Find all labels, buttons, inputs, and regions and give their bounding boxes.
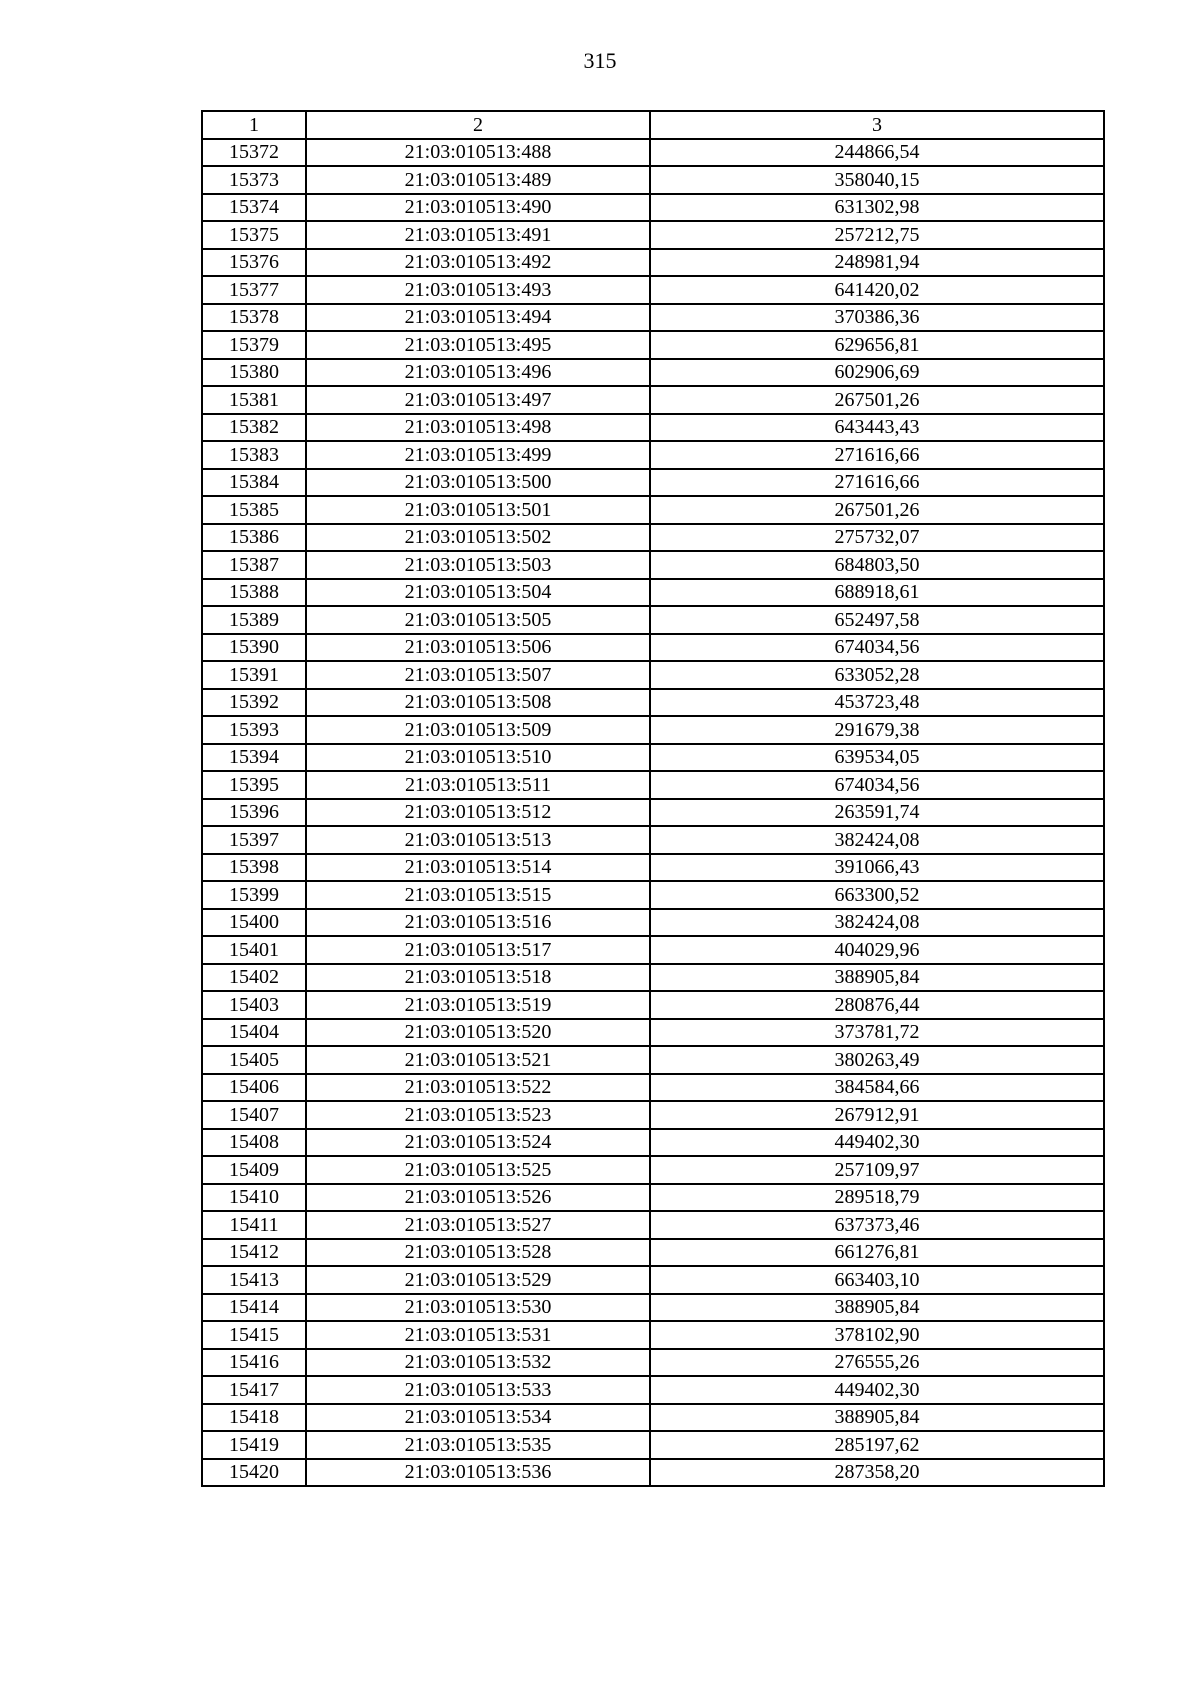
value-cell: 285197,62 bbox=[650, 1431, 1104, 1459]
value-cell: 639534,05 bbox=[650, 744, 1104, 772]
row-number-cell: 15408 bbox=[202, 1129, 306, 1157]
cadastral-number-cell: 21:03:010513:515 bbox=[306, 881, 650, 909]
table-row bbox=[202, 1239, 1104, 1267]
cadastral-number-cell: 21:03:010513:504 bbox=[306, 579, 650, 607]
row-number-cell: 15400 bbox=[202, 909, 306, 937]
cadastral-number-cell: 21:03:010513:493 bbox=[306, 276, 650, 304]
cadastral-number-cell: 21:03:010513:516 bbox=[306, 909, 650, 937]
table-row bbox=[202, 1321, 1104, 1349]
row-number-cell: 15383 bbox=[202, 441, 306, 469]
table-row bbox=[202, 689, 1104, 717]
table-row bbox=[202, 469, 1104, 497]
row-number-cell: 15386 bbox=[202, 524, 306, 552]
table-row bbox=[202, 359, 1104, 387]
cadastral-number-cell: 21:03:010513:523 bbox=[306, 1101, 650, 1129]
cadastral-number-cell: 21:03:010513:520 bbox=[306, 1019, 650, 1047]
row-number-cell: 15402 bbox=[202, 964, 306, 992]
value-cell: 652497,58 bbox=[650, 606, 1104, 634]
row-number-cell: 15398 bbox=[202, 854, 306, 882]
row-number-cell: 15415 bbox=[202, 1321, 306, 1349]
value-cell: 602906,69 bbox=[650, 359, 1104, 387]
value-cell: 257109,97 bbox=[650, 1156, 1104, 1184]
value-cell: 661276,81 bbox=[650, 1239, 1104, 1267]
cadastral-number-cell: 21:03:010513:507 bbox=[306, 661, 650, 689]
cadastral-number-cell: 21:03:010513:495 bbox=[306, 331, 650, 359]
table-row bbox=[202, 414, 1104, 442]
value-cell: 641420,02 bbox=[650, 276, 1104, 304]
row-number-cell: 15403 bbox=[202, 991, 306, 1019]
table-row bbox=[202, 249, 1104, 277]
table-row bbox=[202, 166, 1104, 194]
table-body bbox=[202, 139, 1104, 1487]
cadastral-number-cell: 21:03:010513:509 bbox=[306, 716, 650, 744]
page-number: 315 bbox=[583, 48, 617, 73]
cadastral-number-cell: 21:03:010513:532 bbox=[306, 1349, 650, 1377]
table-row bbox=[202, 386, 1104, 414]
row-number-cell: 15410 bbox=[202, 1184, 306, 1212]
table-row bbox=[202, 634, 1104, 662]
value-cell: 404029,96 bbox=[650, 936, 1104, 964]
table-row bbox=[202, 1294, 1104, 1322]
row-number-cell: 15374 bbox=[202, 194, 306, 222]
table-row bbox=[202, 1266, 1104, 1294]
cadastral-number-cell: 21:03:010513:510 bbox=[306, 744, 650, 772]
table-row bbox=[202, 1046, 1104, 1074]
cadastral-number-cell: 21:03:010513:524 bbox=[306, 1129, 650, 1157]
table-row bbox=[202, 441, 1104, 469]
value-cell: 358040,15 bbox=[650, 166, 1104, 194]
value-cell: 453723,48 bbox=[650, 689, 1104, 717]
value-cell: 378102,90 bbox=[650, 1321, 1104, 1349]
table-row bbox=[202, 194, 1104, 222]
row-number-cell: 15381 bbox=[202, 386, 306, 414]
row-number-cell: 15385 bbox=[202, 496, 306, 524]
table-row bbox=[202, 771, 1104, 799]
table-row bbox=[202, 1074, 1104, 1102]
row-number-cell: 15418 bbox=[202, 1404, 306, 1432]
value-cell: 280876,44 bbox=[650, 991, 1104, 1019]
cadastral-number-cell: 21:03:010513:490 bbox=[306, 194, 650, 222]
cadastral-number-cell: 21:03:010513:503 bbox=[306, 551, 650, 579]
data-table bbox=[201, 110, 1105, 1487]
row-number-cell: 15376 bbox=[202, 249, 306, 277]
row-number-cell: 15378 bbox=[202, 304, 306, 332]
value-cell: 663300,52 bbox=[650, 881, 1104, 909]
table-row bbox=[202, 661, 1104, 689]
value-cell: 244866,54 bbox=[650, 139, 1104, 167]
table-row bbox=[202, 1431, 1104, 1459]
row-number-cell: 15413 bbox=[202, 1266, 306, 1294]
value-cell: 380263,49 bbox=[650, 1046, 1104, 1074]
value-cell: 373781,72 bbox=[650, 1019, 1104, 1047]
cadastral-number-cell: 21:03:010513:527 bbox=[306, 1211, 650, 1239]
cadastral-number-cell: 21:03:010513:498 bbox=[306, 414, 650, 442]
row-number-cell: 15384 bbox=[202, 469, 306, 497]
table-row bbox=[202, 964, 1104, 992]
row-number-cell: 15397 bbox=[202, 826, 306, 854]
row-number-cell: 15399 bbox=[202, 881, 306, 909]
value-cell: 674034,56 bbox=[650, 771, 1104, 799]
value-cell: 267912,91 bbox=[650, 1101, 1104, 1129]
cadastral-number-cell: 21:03:010513:535 bbox=[306, 1431, 650, 1459]
cadastral-number-cell: 21:03:010513:500 bbox=[306, 469, 650, 497]
cadastral-number-cell: 21:03:010513:488 bbox=[306, 139, 650, 167]
cadastral-number-cell: 21:03:010513:534 bbox=[306, 1404, 650, 1432]
cadastral-number-cell: 21:03:010513:531 bbox=[306, 1321, 650, 1349]
cadastral-number-cell: 21:03:010513:514 bbox=[306, 854, 650, 882]
value-cell: 449402,30 bbox=[650, 1376, 1104, 1404]
row-number-cell: 15419 bbox=[202, 1431, 306, 1459]
row-number-cell: 15388 bbox=[202, 579, 306, 607]
table-row bbox=[202, 1184, 1104, 1212]
value-cell: 629656,81 bbox=[650, 331, 1104, 359]
cadastral-number-cell: 21:03:010513:494 bbox=[306, 304, 650, 332]
cadastral-number-cell: 21:03:010513:513 bbox=[306, 826, 650, 854]
cadastral-number-cell: 21:03:010513:491 bbox=[306, 221, 650, 249]
table-row bbox=[202, 991, 1104, 1019]
table-row bbox=[202, 1156, 1104, 1184]
column-header-1: 1 bbox=[202, 111, 306, 139]
row-number-cell: 15390 bbox=[202, 634, 306, 662]
value-cell: 267501,26 bbox=[650, 496, 1104, 524]
column-header-3: 3 bbox=[650, 111, 1104, 139]
cadastral-number-cell: 21:03:010513:526 bbox=[306, 1184, 650, 1212]
table-row bbox=[202, 1211, 1104, 1239]
value-cell: 684803,50 bbox=[650, 551, 1104, 579]
row-number-cell: 15373 bbox=[202, 166, 306, 194]
value-cell: 287358,20 bbox=[650, 1459, 1104, 1487]
row-number-cell: 15389 bbox=[202, 606, 306, 634]
row-number-cell: 15401 bbox=[202, 936, 306, 964]
value-cell: 370386,36 bbox=[650, 304, 1104, 332]
cadastral-number-cell: 21:03:010513:496 bbox=[306, 359, 650, 387]
value-cell: 637373,46 bbox=[650, 1211, 1104, 1239]
cadastral-number-cell: 21:03:010513:525 bbox=[306, 1156, 650, 1184]
value-cell: 674034,56 bbox=[650, 634, 1104, 662]
value-cell: 289518,79 bbox=[650, 1184, 1104, 1212]
cadastral-number-cell: 21:03:010513:528 bbox=[306, 1239, 650, 1267]
table-row bbox=[202, 881, 1104, 909]
value-cell: 688918,61 bbox=[650, 579, 1104, 607]
row-number-cell: 15405 bbox=[202, 1046, 306, 1074]
value-cell: 633052,28 bbox=[650, 661, 1104, 689]
cadastral-number-cell: 21:03:010513:499 bbox=[306, 441, 650, 469]
table-row bbox=[202, 826, 1104, 854]
table-row bbox=[202, 606, 1104, 634]
value-cell: 388905,84 bbox=[650, 1404, 1104, 1432]
cadastral-number-cell: 21:03:010513:522 bbox=[306, 1074, 650, 1102]
table-row bbox=[202, 799, 1104, 827]
row-number-cell: 15382 bbox=[202, 414, 306, 442]
row-number-cell: 15396 bbox=[202, 799, 306, 827]
row-number-cell: 15393 bbox=[202, 716, 306, 744]
value-cell: 276555,26 bbox=[650, 1349, 1104, 1377]
value-cell: 263591,74 bbox=[650, 799, 1104, 827]
table-row bbox=[202, 909, 1104, 937]
cadastral-number-cell: 21:03:010513:506 bbox=[306, 634, 650, 662]
table-row bbox=[202, 304, 1104, 332]
value-cell: 663403,10 bbox=[650, 1266, 1104, 1294]
row-number-cell: 15420 bbox=[202, 1459, 306, 1487]
cadastral-number-cell: 21:03:010513:533 bbox=[306, 1376, 650, 1404]
value-cell: 267501,26 bbox=[650, 386, 1104, 414]
cadastral-number-cell: 21:03:010513:489 bbox=[306, 166, 650, 194]
row-number-cell: 15409 bbox=[202, 1156, 306, 1184]
value-cell: 391066,43 bbox=[650, 854, 1104, 882]
table-row bbox=[202, 744, 1104, 772]
row-number-cell: 15406 bbox=[202, 1074, 306, 1102]
row-number-cell: 15417 bbox=[202, 1376, 306, 1404]
value-cell: 449402,30 bbox=[650, 1129, 1104, 1157]
row-number-cell: 15379 bbox=[202, 331, 306, 359]
value-cell: 291679,38 bbox=[650, 716, 1104, 744]
row-number-cell: 15391 bbox=[202, 661, 306, 689]
table-row bbox=[202, 496, 1104, 524]
row-number-cell: 15387 bbox=[202, 551, 306, 579]
row-number-cell: 15372 bbox=[202, 139, 306, 167]
row-number-cell: 15380 bbox=[202, 359, 306, 387]
table-row bbox=[202, 331, 1104, 359]
table-header-row bbox=[202, 111, 1104, 139]
cadastral-number-cell: 21:03:010513:492 bbox=[306, 249, 650, 277]
table-row bbox=[202, 524, 1104, 552]
cadastral-number-cell: 21:03:010513:497 bbox=[306, 386, 650, 414]
table-row bbox=[202, 936, 1104, 964]
table-row bbox=[202, 221, 1104, 249]
value-cell: 382424,08 bbox=[650, 909, 1104, 937]
table-row bbox=[202, 579, 1104, 607]
table-row bbox=[202, 1349, 1104, 1377]
table-row bbox=[202, 1404, 1104, 1432]
cadastral-number-cell: 21:03:010513:517 bbox=[306, 936, 650, 964]
cadastral-number-cell: 21:03:010513:512 bbox=[306, 799, 650, 827]
table-row bbox=[202, 1019, 1104, 1047]
value-cell: 643443,43 bbox=[650, 414, 1104, 442]
value-cell: 275732,07 bbox=[650, 524, 1104, 552]
table-row bbox=[202, 1101, 1104, 1129]
row-number-cell: 15411 bbox=[202, 1211, 306, 1239]
cadastral-number-cell: 21:03:010513:536 bbox=[306, 1459, 650, 1487]
cadastral-number-cell: 21:03:010513:505 bbox=[306, 606, 650, 634]
row-number-cell: 15416 bbox=[202, 1349, 306, 1377]
table-row bbox=[202, 276, 1104, 304]
value-cell: 248981,94 bbox=[650, 249, 1104, 277]
cadastral-number-cell: 21:03:010513:519 bbox=[306, 991, 650, 1019]
row-number-cell: 15404 bbox=[202, 1019, 306, 1047]
cadastral-number-cell: 21:03:010513:529 bbox=[306, 1266, 650, 1294]
cadastral-number-cell: 21:03:010513:521 bbox=[306, 1046, 650, 1074]
table-row bbox=[202, 1459, 1104, 1487]
row-number-cell: 15395 bbox=[202, 771, 306, 799]
row-number-cell: 15412 bbox=[202, 1239, 306, 1267]
value-cell: 631302,98 bbox=[650, 194, 1104, 222]
value-cell: 384584,66 bbox=[650, 1074, 1104, 1102]
row-number-cell: 15377 bbox=[202, 276, 306, 304]
value-cell: 271616,66 bbox=[650, 441, 1104, 469]
column-header-2: 2 bbox=[306, 111, 650, 139]
cadastral-number-cell: 21:03:010513:502 bbox=[306, 524, 650, 552]
cadastral-number-cell: 21:03:010513:511 bbox=[306, 771, 650, 799]
table-row bbox=[202, 854, 1104, 882]
table-row bbox=[202, 1376, 1104, 1404]
table-row bbox=[202, 716, 1104, 744]
table-row bbox=[202, 139, 1104, 167]
cadastral-number-cell: 21:03:010513:518 bbox=[306, 964, 650, 992]
row-number-cell: 15392 bbox=[202, 689, 306, 717]
value-cell: 382424,08 bbox=[650, 826, 1104, 854]
table-row bbox=[202, 551, 1104, 579]
row-number-cell: 15375 bbox=[202, 221, 306, 249]
value-cell: 388905,84 bbox=[650, 964, 1104, 992]
cadastral-number-cell: 21:03:010513:501 bbox=[306, 496, 650, 524]
value-cell: 257212,75 bbox=[650, 221, 1104, 249]
row-number-cell: 15414 bbox=[202, 1294, 306, 1322]
table-row bbox=[202, 1129, 1104, 1157]
row-number-cell: 15394 bbox=[202, 744, 306, 772]
cadastral-number-cell: 21:03:010513:508 bbox=[306, 689, 650, 717]
cadastral-number-cell: 21:03:010513:530 bbox=[306, 1294, 650, 1322]
value-cell: 388905,84 bbox=[650, 1294, 1104, 1322]
value-cell: 271616,66 bbox=[650, 469, 1104, 497]
row-number-cell: 15407 bbox=[202, 1101, 306, 1129]
